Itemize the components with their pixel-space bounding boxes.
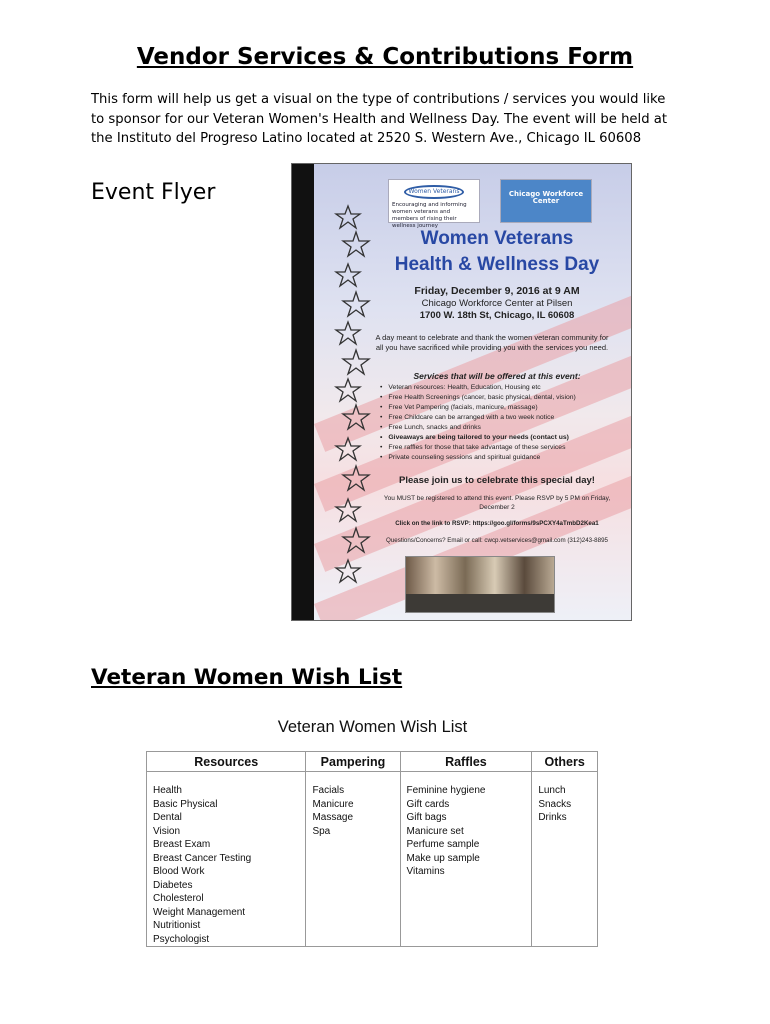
wish-list-item: Feminine hygiene [406,785,486,796]
wish-column-header: Pampering [306,752,400,772]
flyer-location-line1: Chicago Workforce Center at Pilsen [421,298,573,309]
wish-list-item: Perfume sample [406,839,480,850]
wish-list-item: Facials [312,785,345,796]
wish-list-item: Breast Cancer Testing [153,852,252,864]
wish-column-header: Others [532,752,598,772]
flyer-service-item: • Free Lunch, snacks and drinks [380,423,630,433]
wish-list-item: Nutritionist [153,920,201,931]
veterans-group-photo [405,556,555,613]
wish-list-table [146,751,598,947]
wish-list-item: Blood Work [153,866,205,877]
wish-column-resources [147,772,306,947]
wish-column-pampering [306,772,400,947]
flyer-service-item: • Free raffles for those that take advantage of these services [380,443,630,453]
wish-column-header: Resources [147,752,306,772]
wish-list-item: Drinks [538,812,567,823]
flyer-rsvp-link: Click on the link to RSVP: https://goo.gl/forms/9sPCXY4aTmbD2Kea1 [395,520,599,527]
flyer-service-item: • Veteran resources: Health, Education, Housing etc [380,383,630,393]
flyer-join-message: Please join us to celebrate this special day! [399,475,595,486]
flyer-heading-line1: Women Veterans [420,228,574,249]
wish-list-image-title: Veteran Women Wish List [277,718,468,736]
flyer-location-line2: 1700 W. 18th St, Chicago, IL 60608 [419,310,575,321]
wish-column-others [532,772,598,947]
wish-column-header: Raffles [400,752,532,772]
wish-list-item: Manicure [312,798,354,810]
wish-list-item: Cholesterol [153,893,204,904]
flyer-left-border [292,164,314,620]
flyer-logos [388,179,626,229]
wish-table-header-row [147,752,598,772]
flyer-date: Friday, December 9, 2016 at 9 AM [414,285,580,297]
flyer-contact-line: Questions/Concerns? Email or call: cwcp.vetservices@gmail.com (312)243-8895 [386,537,608,544]
intro-paragraph: This form will help us get a visual on the type of contributions / services you would like to sponsor for our Veteran Women's Health and Wellness Day. The event will be held at the Instituto del Progreso Latino located at 2520 S. Western Ave., Chicago IL 60608 [91,92,668,146]
workforce-center-logo: Chicago Workforce Center [500,179,592,223]
wish-list-item: Weight Management [153,906,246,918]
flyer-services-heading: Services that will be offered at this event: [413,371,581,381]
wish-list-item: Dental [153,812,182,823]
wish-list-item: Psychologist [153,933,210,945]
wish-list-item: Health [153,785,182,796]
flyer-heading-line2: Health & Wellness Day [394,254,600,275]
flyer-service-item: • Free Health Screenings (cancer, basic physical, dental, vision) [380,393,630,403]
wish-list-item: Breast Exam [153,839,211,850]
wish-list-item: Vitamins [406,866,445,877]
event-flyer-image [291,163,632,621]
flyer-description: A day meant to celebrate and thank the women veteran community for all you have sacrificed while providing you with the services you need. [375,333,609,352]
wish-list-heading: Veteran Women Wish List [91,665,403,690]
wish-list-item: Massage [312,812,354,823]
wish-list-item: Snacks [538,798,572,810]
women-veterans-logo: Women Veterans Encouraging and informing women veterans and members of rising their wellness journey [388,179,480,223]
flyer-service-item: • Free Vet Pampering (facials, manicure, massage) [380,403,630,413]
flyer-services-list [380,383,630,463]
wish-column-raffles [400,772,532,947]
wish-list-item: Spa [312,825,331,837]
page-title: Vendor Services & Contributions Form [136,44,634,70]
wish-list-item: Gift bags [406,812,447,823]
wish-list-item: Vision [153,825,181,837]
flyer-service-item: • Private counseling sessions and spiritual guidance [380,453,630,463]
wish-list-item: Basic Physical [153,798,218,810]
wish-list-item: Manicure set [406,825,464,837]
event-flyer-heading: Event Flyer [91,180,216,205]
flyer-service-item: • Free Childcare can be arranged with a two week notice [380,413,630,423]
wish-table-row [147,772,598,947]
flyer-rsvp-text: You MUST be registered to attend this event. Please RSVP by 5 PM on Friday, December 2 [383,495,611,511]
wish-list-item: Gift cards [406,798,450,810]
wish-list-item: Lunch [538,785,566,796]
wish-list-item: Diabetes [153,879,193,891]
wish-list-item: Make up sample [406,852,480,864]
flyer-service-item: • Giveaways are being tailored to your needs (contact us) [380,433,630,443]
